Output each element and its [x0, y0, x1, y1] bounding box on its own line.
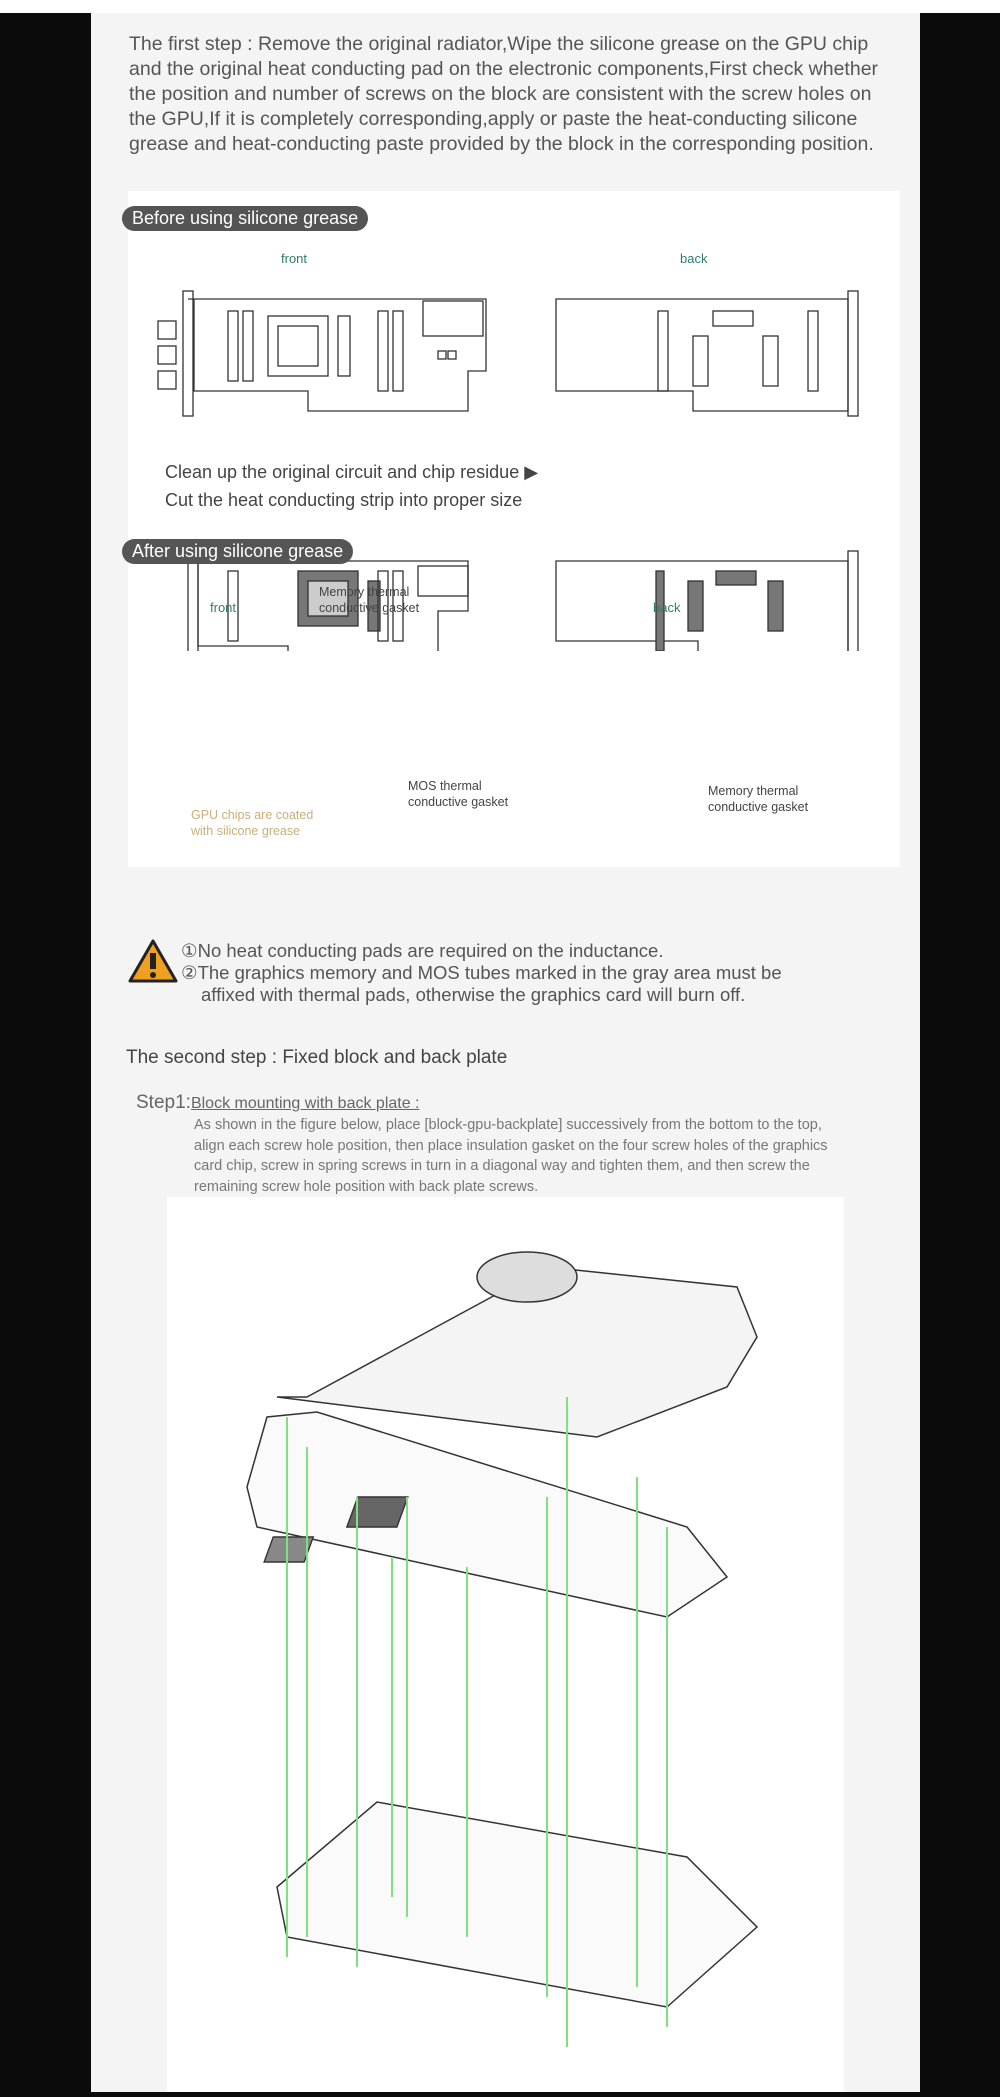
- second-step-title: The second step : Fixed block and back plate: [126, 1047, 508, 1068]
- caption-clean-text: Clean up the original circuit and chip residue: [165, 462, 520, 482]
- caption-cut-strip: Cut the heat conducting strip into proper size: [165, 490, 523, 510]
- backplate: [277, 1802, 757, 2007]
- warning-icon: [128, 938, 178, 984]
- after-title: After using silicone grease: [122, 539, 353, 564]
- memory-gasket-label-back: Memory thermal conductive gasket: [708, 784, 809, 814]
- before-back-label: back: [680, 251, 708, 266]
- mos-gasket-label: MOS thermal conductive gasket: [408, 779, 509, 809]
- warning-line-1: ①No heat conducting pads are required on the inductance.: [181, 940, 664, 961]
- pcb-back-after: [556, 551, 858, 651]
- before-front-label: front: [281, 251, 308, 266]
- memory-gasket-label-front: Memory thermal conductive gasket: [319, 585, 420, 615]
- warning-line-3: affixed with thermal pads, otherwise the graphics card will burn off.: [201, 984, 746, 1005]
- before-title: Before using silicone grease: [122, 206, 368, 231]
- gpu-grease-label: GPU chips are coated with silicone grease: [191, 808, 314, 838]
- warning-line-2: ②The graphics memory and MOS tubes marked in the gray area must be: [181, 962, 782, 983]
- pcb-board: [247, 1412, 727, 1617]
- exploded-assembly-figure: [167, 1197, 844, 2092]
- step1-label: Step1:: [136, 1092, 191, 1113]
- step1-heading: [136, 1092, 420, 1114]
- top-strip: [0, 0, 1000, 13]
- assembly-drawing: [167, 1197, 844, 2092]
- pcb-front-before: [158, 291, 486, 416]
- warning-text: [181, 940, 782, 1006]
- pcb-back-before: [556, 291, 858, 416]
- caption-clean-up: [165, 462, 538, 483]
- after-back-label: back: [653, 600, 681, 615]
- play-arrow-icon: ▶: [524, 462, 539, 482]
- step1-title: Block mounting with back plate :: [190, 1095, 420, 1112]
- grease-diagram: [128, 191, 900, 867]
- after-front-label: front: [210, 600, 237, 615]
- first-step-text: The first step : Remove the original radiator,Wipe the silicone grease on the GPU chip and the original heat conducting pad on the electronic components,First check whether the position and number of screws on the block are consistent with the screw holes on the GPU,If it is completely corresponding,apply or paste the heat-conducting silicone grease and heat-conducting paste provided by the block in the corresponding position.: [129, 33, 879, 155]
- step1-description: As shown in the figure below, place [block-gpu-backplate] successively from the bottom to the top, align each screw hole position, then place insulation gasket on the four screw holes of the graphics card chip, screw in spring screws in turn in a diagonal way and tighten them, and then screw the remaining screw hole position with back plate screws.: [194, 1117, 828, 1195]
- pcb-drawings: [128, 271, 900, 651]
